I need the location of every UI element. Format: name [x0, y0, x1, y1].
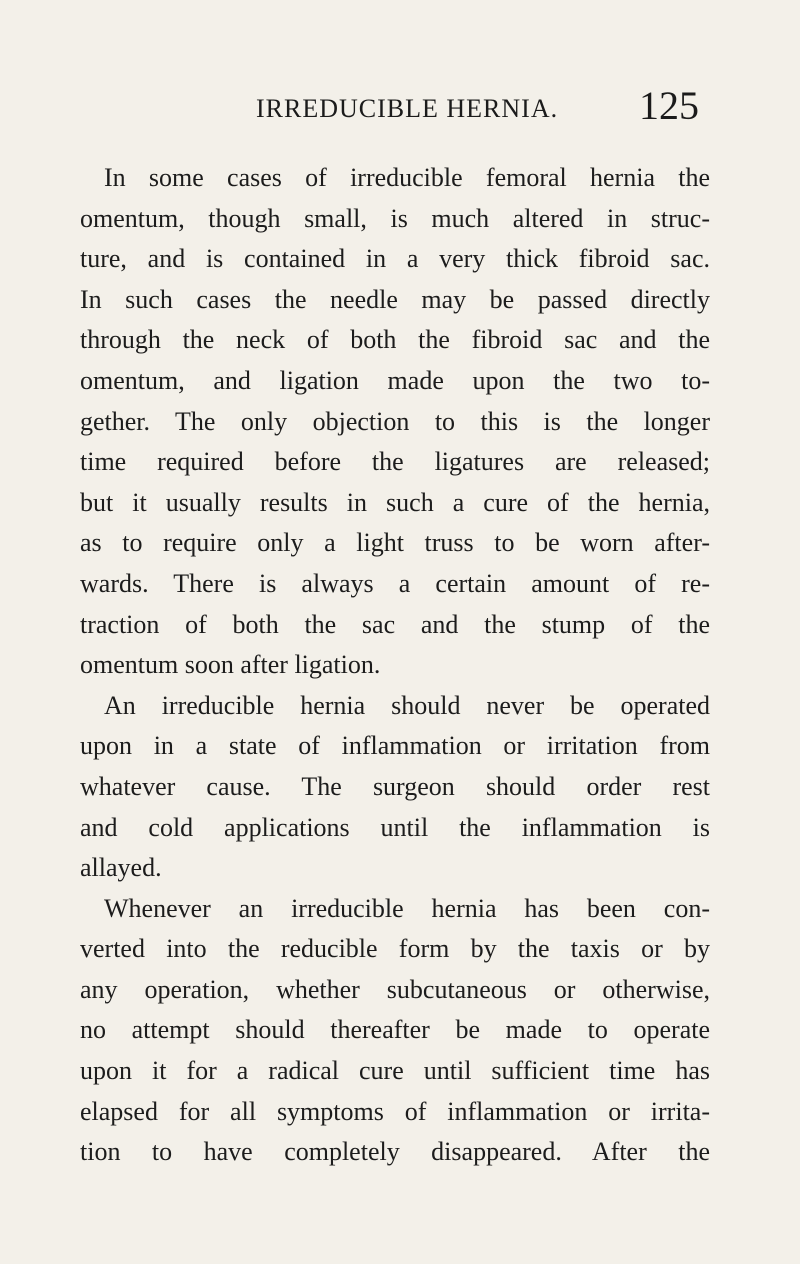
- page-number: 125: [639, 83, 699, 128]
- text-line: but it usually results in such a cure of the hernia,: [80, 487, 710, 517]
- running-head: IRREDUCIBLE HERNIA.: [256, 94, 559, 123]
- text-line: upon in a state of inflammation or irritation from: [80, 731, 710, 761]
- text-line: In such cases the needle may be passed directly: [80, 284, 710, 314]
- text-line: omentum soon after ligation.: [80, 650, 381, 680]
- text-line: elapsed for all symptoms of inflammation or irrita-: [80, 1096, 710, 1126]
- text-line: omentum, though small, is much altered in struc-: [80, 203, 710, 233]
- body-text: [80, 158, 710, 1173]
- text-line: gether. The only objection to this is the longer: [80, 406, 710, 436]
- text-line: omentum, and ligation made upon the two to-: [80, 365, 710, 395]
- text-line: no attempt should thereafter be made to operate: [80, 1015, 710, 1045]
- text-line: allayed.: [80, 853, 162, 883]
- text-line: any operation, whether subcutaneous or otherwise,: [80, 974, 710, 1004]
- text-line: whatever cause. The surgeon should order rest: [80, 771, 710, 801]
- text-line: and cold applications until the inflammation is: [80, 812, 710, 842]
- text-line: time required before the ligatures are released;: [80, 447, 710, 477]
- text-line: In some cases of irreducible femoral hernia the: [104, 163, 710, 192]
- text-line: An irreducible hernia should never be operated: [104, 690, 710, 720]
- text-line: through the neck of both the fibroid sac and the: [80, 325, 710, 355]
- text-line: wards. There is always a certain amount of re-: [80, 568, 710, 598]
- text-line: upon it for a radical cure until sufficient time has: [80, 1056, 710, 1086]
- text-line: verted into the reducible form by the taxis or by: [80, 934, 710, 964]
- text-line: Whenever an irreducible hernia has been con-: [104, 893, 710, 923]
- page-header: [0, 74, 708, 134]
- text-line: traction of both the sac and the stump of the: [80, 609, 710, 639]
- text-line: as to require only a light truss to be worn after-: [80, 528, 710, 558]
- text-line: ture, and is contained in a very thick fibroid sac.: [80, 244, 710, 274]
- text-line: tion to have completely disappeared. After the: [80, 1137, 710, 1167]
